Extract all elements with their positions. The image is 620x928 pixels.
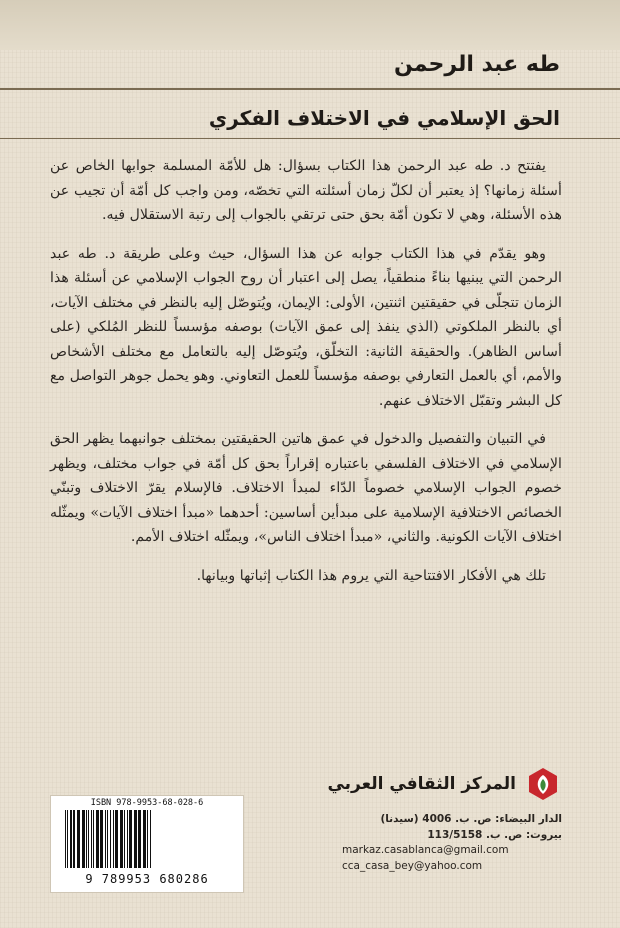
barcode-bar bbox=[67, 810, 68, 868]
barcode-bar bbox=[143, 810, 146, 868]
barcode-bar bbox=[70, 810, 72, 868]
barcode-bar bbox=[127, 810, 128, 868]
author-name: طه عبد الرحمن bbox=[394, 52, 560, 77]
publisher bbox=[327, 764, 562, 804]
barcode-bar bbox=[82, 810, 85, 868]
barcode-bars bbox=[65, 810, 233, 868]
barcode-bar bbox=[65, 810, 66, 868]
blurb-paragraph-4: تلك هي الأفكار الافتتاحية التي يروم هذا الكتاب إثباتها وبيانها. bbox=[196, 567, 546, 584]
blurb bbox=[50, 154, 562, 602]
barcode-bar bbox=[134, 810, 137, 868]
top-band bbox=[0, 0, 620, 50]
barcode-bar bbox=[100, 810, 103, 868]
blurb-paragraph-2: وهو يقدّم في هذا الكتاب جوابه عن هذا السؤال، حيث وعلى طريقة د. طه عبد الرحمن التي يبنيها بناءً منطقياً، يصل إلى اعتبار أن روح الجواب الإسلامي عن أسئلة هذا الزمان تتجلّى في حقيقتين اثنتين، الأولى: الإيمان، ويُتوصّل إليه بالنظر في مختلف الآيات، أي بالنظر الملكوتي (الذي ينفذ إلى عمق الآيات) بوصفه مؤسساً للنظر المُلكي (على أساس الظاهر). والحقيقة الثانية: التخلّق، ويُتوصّل إليه بالتعامل مع مختلف الأشخاص والأمم، أي بالعمل التعارفي بوصفه مؤسساً للعمل التعاوني. وهو يحمل جوهر التواصل مع كل البشر وتقبّل الاختلاف عنهم. bbox=[50, 245, 562, 409]
barcode-bar bbox=[93, 810, 94, 868]
barcode-bar bbox=[124, 810, 125, 868]
barcode-bar bbox=[129, 810, 132, 868]
book-title: الحق الإسلامي في الاختلاف الفكري bbox=[208, 106, 560, 130]
publisher-contact bbox=[342, 812, 562, 874]
address-beirut: بيروت: ص. ب. 113/5158 bbox=[427, 828, 562, 841]
barcode bbox=[50, 795, 244, 893]
blurb-paragraph-3: في التبيان والتفصيل والدخول في عمق هاتين الحقيقتين بمختلف جوانبهما يظهر الحق الإسلامي في الاختلاف الفلسفي باعتباره إقراراً بحق كل أمّة في جواب مختلف، ويظهر خصوم الجواب الإسلامي خصوماً الدّاء لمبدأ الاختلاف. فالإسلام يقرّ الاختلاف وتبنّي الخصائص الاختلافية الإسلامية على مبدأين أساسين: أحدهما «مبدأ اختلاف الآيات» ويمثّله اختلاف الآيات الكونية. والثاني، «مبدأ اختلاف الناس»، ويمثّله اختلاف الأمم. bbox=[50, 431, 562, 545]
barcode-bar bbox=[138, 810, 141, 868]
isbn-label: ISBN 978-9953-68-028-6 bbox=[90, 798, 204, 808]
barcode-bar bbox=[88, 810, 89, 868]
barcode-bar bbox=[120, 810, 123, 868]
barcode-bar bbox=[105, 810, 106, 868]
email-link-2[interactable]: cca_casa_bey@yahoo.com bbox=[342, 859, 483, 872]
barcode-bar bbox=[107, 810, 108, 868]
address-casablanca: الدار البيضاء: ص. ب. 4006 (سيدنا) bbox=[380, 813, 562, 825]
barcode-bar bbox=[113, 810, 114, 868]
barcode-bar bbox=[96, 810, 99, 868]
barcode-bar bbox=[115, 810, 118, 868]
blurb-paragraph-1: يفتتح د. طه عبد الرحمن هذا الكتاب بسؤال: هل للأمّة المسلمة جوابها الخاص عن أسئلة زمانها؟ إذ يعتبر أن لكلّ زمان أسئلته التي تخصّه، ومن واجب كل أمّة أن تجيب عن هذه الأسئلة، وهي لا تكون أمّة بحق حتى ترتقي بالجواب إلى رتبة الاستقلال فيه. bbox=[50, 158, 562, 223]
barcode-bar bbox=[77, 810, 80, 868]
barcode-bar bbox=[91, 810, 92, 868]
barcode-bar bbox=[150, 810, 151, 868]
barcode-bar bbox=[86, 810, 87, 868]
title-rule bbox=[0, 138, 620, 139]
publisher-name: المركز الثقافي العربي bbox=[327, 774, 516, 794]
barcode-bar bbox=[147, 810, 148, 868]
barcode-bar bbox=[110, 810, 111, 868]
author-rule bbox=[0, 88, 620, 90]
email-link-1[interactable]: markaz.casablanca@gmail.com bbox=[342, 844, 509, 856]
publisher-logo-icon bbox=[524, 765, 562, 803]
barcode-digits: 9 789953 680286 bbox=[85, 872, 209, 886]
barcode-bar bbox=[73, 810, 75, 868]
